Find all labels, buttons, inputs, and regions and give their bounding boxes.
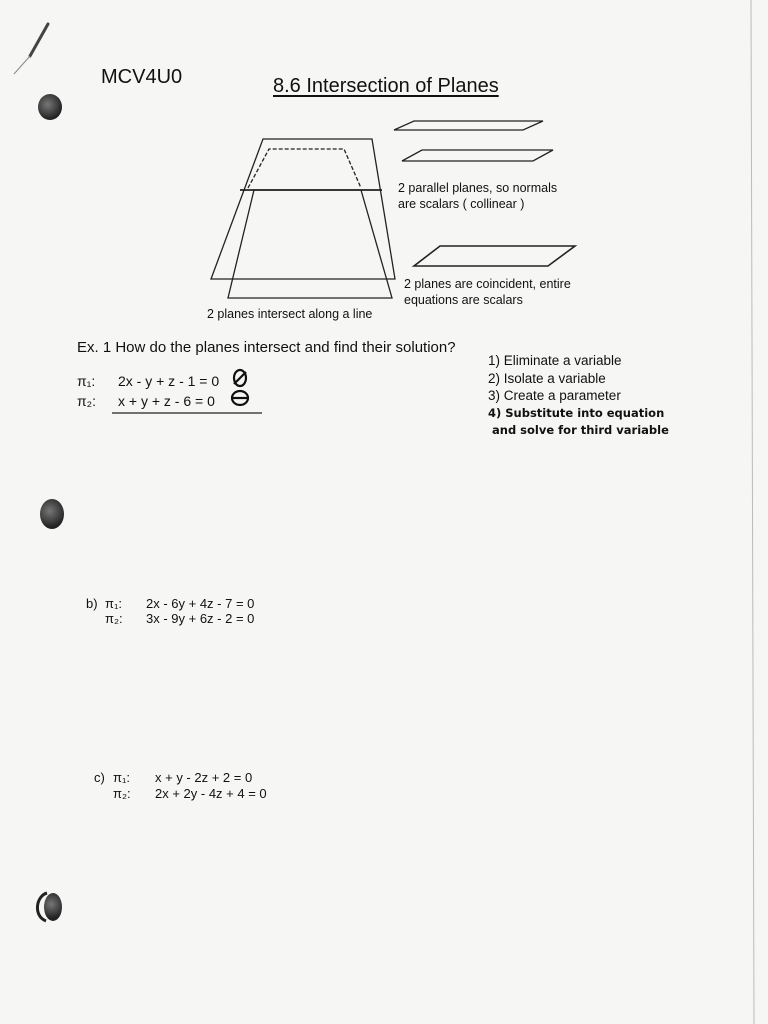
part-c-pi1-label: π₁:: [113, 770, 130, 785]
ex1-pi1-equation: 2x - y + z - 1 = 0: [118, 373, 220, 389]
part-c-pi1-equation: x + y - 2z + 2 = 0: [155, 770, 253, 785]
part-c-pi2-label: π₂:: [113, 786, 131, 801]
intersecting-planes-diagram: [211, 139, 395, 298]
part-c-label: c): [94, 770, 105, 785]
part-c-pi2-equation: 2x + 2y - 4z + 4 = 0: [155, 786, 267, 801]
step-1: 1) Eliminate a variable: [488, 353, 622, 368]
parallel-planes-diagram: [394, 121, 553, 161]
pencil-mark: [14, 24, 48, 74]
coincident-note-line-1: 2 planes are coincident, entire: [404, 277, 571, 291]
coincident-plane-diagram: [414, 246, 575, 266]
course-code: MCV4U0: [101, 66, 183, 88]
step-4: 4) Substitute into equation: [488, 405, 665, 420]
hole-bracket: [37, 893, 47, 921]
ex1-pi1-label: π₁:: [77, 373, 96, 389]
ex1-pi2-equation: x + y + z - 6 = 0: [118, 393, 215, 409]
page-edge-line: [751, 0, 754, 1024]
parallel-note-line-1: 2 parallel planes, so normals: [398, 181, 558, 195]
parallel-note-line-2: are scalars ( collinear ): [398, 197, 525, 211]
parallel-planes-note: [398, 180, 557, 212]
step-4-continued: and solve for third variable: [492, 423, 669, 437]
handwritten-circled-marks: [232, 370, 248, 405]
part-b-label: b): [86, 596, 98, 611]
step-2: 2) Isolate a variable: [488, 370, 606, 386]
part-b-pi2-equation: 3x - 9y + 6z - 2 = 0: [146, 611, 255, 626]
coincident-planes-note: [404, 276, 571, 308]
page-title: 8.6 Intersection of Planes: [273, 75, 499, 97]
part-b-pi1-label: π₁:: [105, 596, 122, 611]
example-1-question: Ex. 1 How do the planes intersect and find their solution?: [77, 339, 456, 356]
step-3: 3) Create a parameter: [488, 388, 621, 403]
coincident-note-line-2: equations are scalars: [404, 293, 523, 307]
part-b-pi2-label: π₂:: [105, 611, 123, 626]
part-b-pi1-equation: 2x - 6y + 4z - 7 = 0: [146, 596, 255, 611]
line-intersection-note: 2 planes intersect along a line: [207, 307, 373, 321]
solution-steps: [488, 352, 669, 440]
ex1-pi2-label: π₂:: [77, 393, 96, 409]
